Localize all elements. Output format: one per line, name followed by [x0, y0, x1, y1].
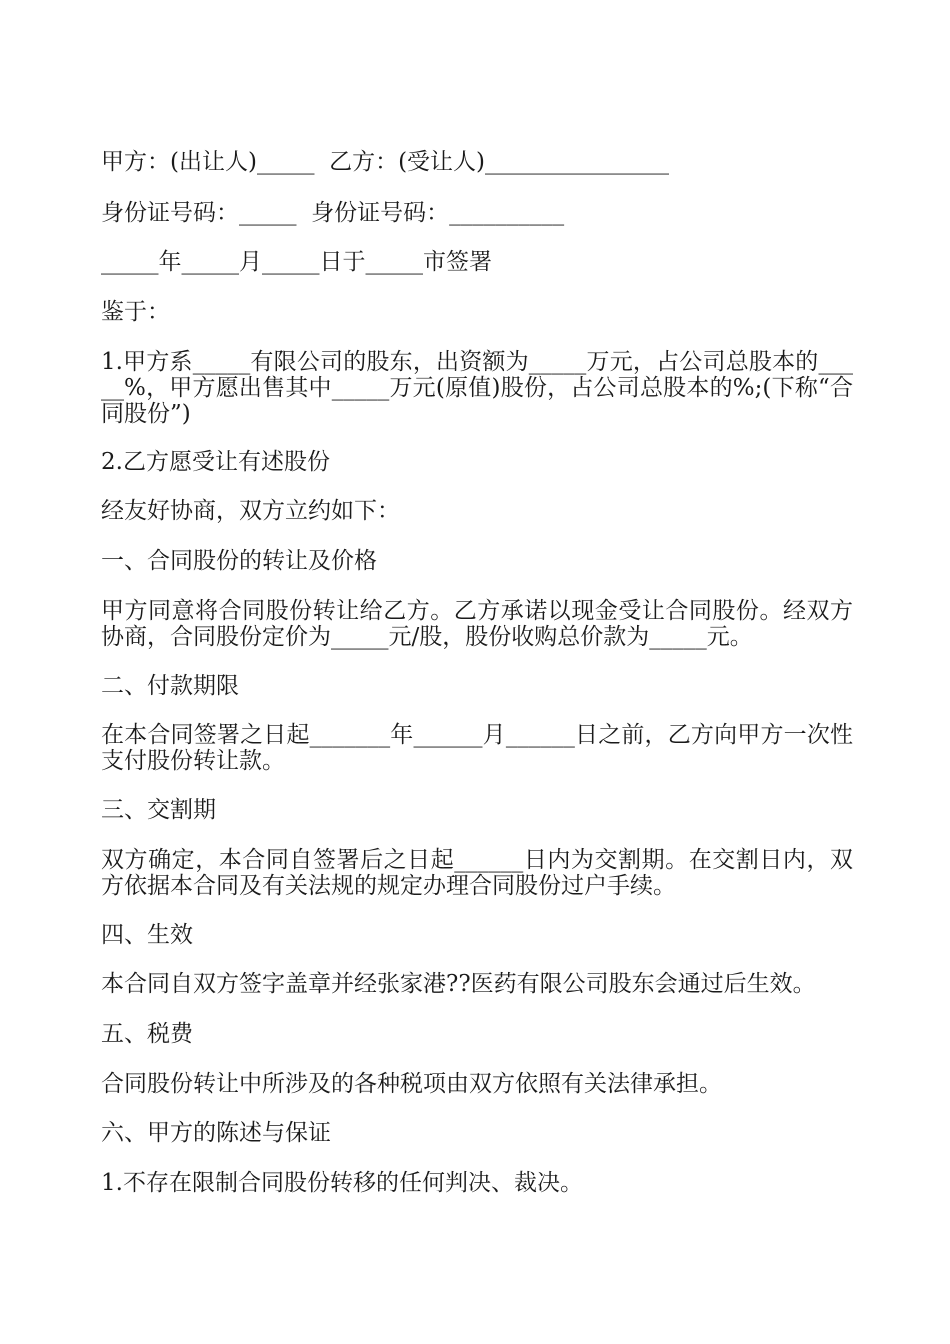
recital-2: 2.乙方愿受让有述股份	[101, 449, 330, 475]
agreement-intro: 经友好协商，双方立约如下：	[101, 498, 400, 524]
section-2-body: 在本合同签署之日起_______年______月______日之前，乙方向甲方一次性支付股份转让款。	[101, 722, 853, 774]
section-6-item-1: 1.不存在限制合同股份转移的任何判决、裁决。	[101, 1170, 583, 1196]
section-4-body: 本合同自双方签字盖章并经张家港??医药有限公司股东会通过后生效。	[101, 971, 816, 997]
section-6-heading: 六、甲方的陈述与保证	[101, 1120, 331, 1146]
section-4-heading: 四、生效	[101, 922, 193, 948]
signing-date-line: _____年_____月_____日于_____市签署	[101, 249, 492, 275]
recital-1: 1.甲方系_____有限公司的股东，出资额为_____万元，占公司总股本的_____%，甲方愿出售其中_____万元(原值)股份，占公司总股本的%;(下称“合同股份”)	[101, 349, 853, 427]
section-5-body: 合同股份转让中所涉及的各种税项由双方依照有关法律承担。	[101, 1071, 722, 1097]
id-number-line: 身份证号码：_____ 身份证号码：__________	[101, 200, 565, 226]
whereas-heading: 鉴于：	[101, 299, 170, 325]
party-line: 甲方：(出让人)_____ 乙方：(受让人)________________	[101, 149, 670, 175]
section-3-heading: 三、交割期	[101, 797, 216, 823]
section-1-body: 甲方同意将合同股份转让给乙方。乙方承诺以现金受让合同股份。经双方协商，合同股份定价为_____元/股，股份收购总价款为_____元。	[101, 598, 853, 650]
section-3-body: 双方确定，本合同自签署后之日起______日内为交割期。在交割日内，双方依据本合同及有关法规的规定办理合同股份过户手续。	[101, 847, 853, 899]
section-1-heading: 一、合同股份的转让及价格	[101, 548, 377, 574]
section-2-heading: 二、付款期限	[101, 673, 239, 699]
section-5-heading: 五、税费	[101, 1021, 193, 1047]
